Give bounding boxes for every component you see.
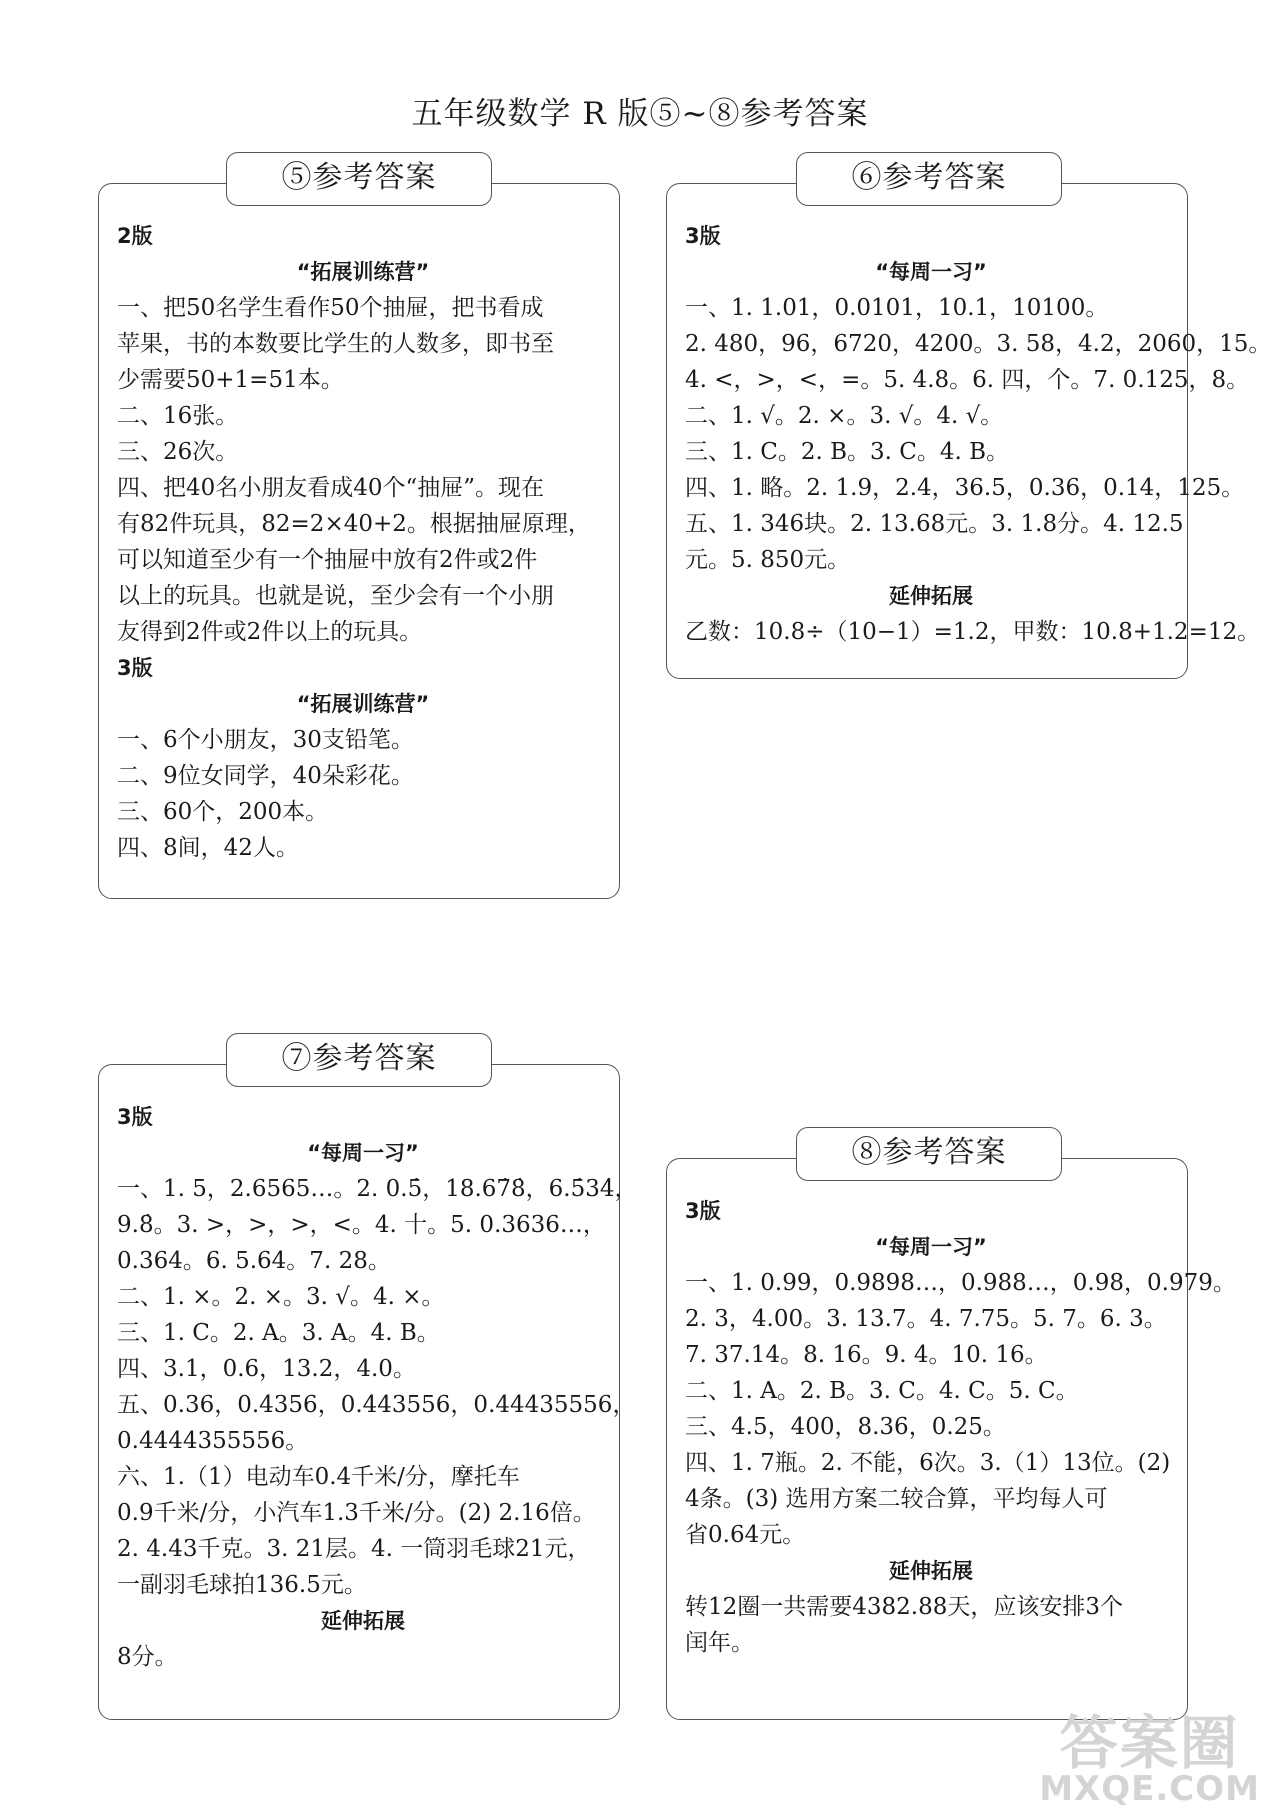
answer-line: 三、1. C。2. B。3. C。4. B。 <box>685 439 1010 465</box>
answer-panel-6 <box>666 183 1272 679</box>
answer-line: 元。5. 850元。 <box>685 547 851 573</box>
panel-tab-7: ⑦参考答案 <box>226 1033 492 1087</box>
answer-panel-5 <box>98 183 620 899</box>
answer-line: 三、26次。 <box>117 439 239 465</box>
answer-panel-7 <box>98 1064 638 1720</box>
answer-line: 二、9位女同学，40朵彩花。 <box>117 763 414 789</box>
section-label: 3版 <box>685 224 721 248</box>
answer-line: 一、1. 5，2.6565…。2. 0.5̇，18.67̇8̇，6.5̇34̇， <box>117 1176 638 1202</box>
answer-line: 以上的玩具。也就是说，至少会有一个小朋 <box>117 583 554 609</box>
answer-line: 四、把40名小朋友看成40个“抽屉”。现在 <box>117 475 545 501</box>
answer-line: 四、8间，42人。 <box>117 835 299 861</box>
subsection-heading: “每周一习” <box>875 1235 987 1259</box>
answer-line: 9.8̇。3. >，>，>，<。4. 十。5. 0.3636…， <box>117 1212 606 1238</box>
answer-line: 转12圈一共需要4382.88天，应该安排3个 <box>685 1594 1124 1620</box>
answer-line: 0.364。6. 5.64。7. 28。 <box>117 1248 391 1274</box>
answer-line: 四、1. 7瓶。2. 不能，6次。3.（1）13位。(2) <box>685 1450 1171 1476</box>
panel-content <box>685 218 1272 650</box>
answer-line: 2. 4.43千克。3. 21层。4. 一筒羽毛球21元， <box>117 1536 591 1562</box>
answer-line: 一、1. 0.99，0.9898…，0.988…，0.98，0.979。 <box>685 1270 1236 1296</box>
section-label: 2版 <box>117 224 153 248</box>
answer-line: 一、6个小朋友，30支铅笔。 <box>117 727 414 753</box>
answer-line: 三、4.5，400，8.36，0.25。 <box>685 1414 1006 1440</box>
answer-line: 8分。 <box>117 1644 178 1670</box>
section-label: 3版 <box>117 1105 153 1129</box>
answer-line: 一副羽毛球拍136.5元。 <box>117 1572 367 1598</box>
answer-line: 友得到2件或2件以上的玩具。 <box>117 619 423 645</box>
answer-line: 可以知道至少有一个抽屉中放有2件或2件 <box>117 547 538 573</box>
answer-line: 二、1. A。2. B。3. C。4. C。5. C。 <box>685 1378 1079 1404</box>
answer-line: 闰年。 <box>685 1630 754 1656</box>
subsection-heading: 延伸拓展 <box>321 1609 405 1633</box>
panel-tab-5: ⑤参考答案 <box>226 152 492 206</box>
answer-line: 7. 37.14。8. 16。9. 4。10. 16。 <box>685 1342 1048 1368</box>
answer-line: 2. 3，4.00。3. 13.7。4. 7.75。5. 7。6. 3。 <box>685 1306 1167 1332</box>
answer-line: 省0.64元。 <box>685 1522 806 1548</box>
answer-line: 二、1. ×。2. ×。3. √。4. ×。 <box>117 1284 445 1310</box>
answer-line: 4. <，>，<，=。5. 4.8。6. 四，个。7. 0.125，8。 <box>685 367 1250 393</box>
page-title: 五年级数学 R 版⑤~⑧参考答案 <box>411 96 869 132</box>
subsection-heading: 延伸拓展 <box>889 1559 973 1583</box>
answer-panel-8 <box>666 1158 1236 1720</box>
watermark-cn: 答案圈 <box>1059 1709 1240 1777</box>
answer-line: 0.9千米/分，小汽车1.3千米/分。(2) 2.16倍。 <box>117 1500 596 1526</box>
watermark-logo <box>1039 1709 1260 1809</box>
subsection-heading: “拓展训练营” <box>296 692 430 716</box>
subsection-heading: “拓展训练营” <box>296 260 430 284</box>
answer-line: 二、1. √。2. ×。3. √。4. √。 <box>685 403 1004 429</box>
answer-line: 四、1. 略。2. 1.9，2.4，36.5，0.36，0.14，125。 <box>685 475 1245 501</box>
answer-line: 四、3.1，0.6，13.2，4.0。 <box>117 1356 416 1382</box>
panel-content <box>685 1193 1236 1661</box>
answer-line: 三、1. C。2. A。3. A。4. B。 <box>117 1320 440 1346</box>
panel-tab-6: ⑥参考答案 <box>796 152 1062 206</box>
subsection-heading: “每周一习” <box>307 1141 419 1165</box>
answer-line: 三、60个，200本。 <box>117 799 329 825</box>
answer-line: 0.4444355556。 <box>117 1428 309 1454</box>
answer-line: 一、1. 1.01，0.0101，10.1，10100。 <box>685 295 1109 321</box>
subsection-heading: 延伸拓展 <box>889 584 973 608</box>
answer-line: 五、1. 346块。2. 13.68元。3. 1.8分。4. 12.5 <box>685 511 1184 537</box>
answer-line: 六、1.（1）电动车0.4千米/分，摩托车 <box>117 1464 520 1490</box>
answer-line: 少需要50+1=51本。 <box>117 367 344 393</box>
answer-line: 五、0.36，0.4356，0.443556，0.44435556， <box>117 1392 636 1418</box>
answer-line: 有82件玩具，82=2×40+2。根据抽屉原理， <box>117 511 591 537</box>
watermark-en: MXQE.COM <box>1039 1769 1260 1809</box>
answer-line: 2. 480，96，6720，4200。3. 58，4.2，2060，15。 <box>685 331 1272 357</box>
subsection-heading: “每周一习” <box>875 260 987 284</box>
section-label: 3版 <box>685 1199 721 1223</box>
answer-line: 二、16张。 <box>117 403 239 429</box>
panel-tab-8: ⑧参考答案 <box>796 1127 1062 1181</box>
section-label: 3版 <box>117 656 153 680</box>
panel-content <box>117 218 609 866</box>
answer-line: 一、把50名学生看作50个抽屉，把书看成 <box>117 295 544 321</box>
panel-content <box>117 1099 638 1675</box>
answer-line: 4条。(3) 选用方案二较合算，平均每人可 <box>685 1486 1108 1512</box>
answer-line: 乙数：10.8÷（10−1）=1.2，甲数：10.8+1.2=12。 <box>685 619 1261 645</box>
answer-line: 苹果，书的本数要比学生的人数多，即书至 <box>117 331 554 357</box>
